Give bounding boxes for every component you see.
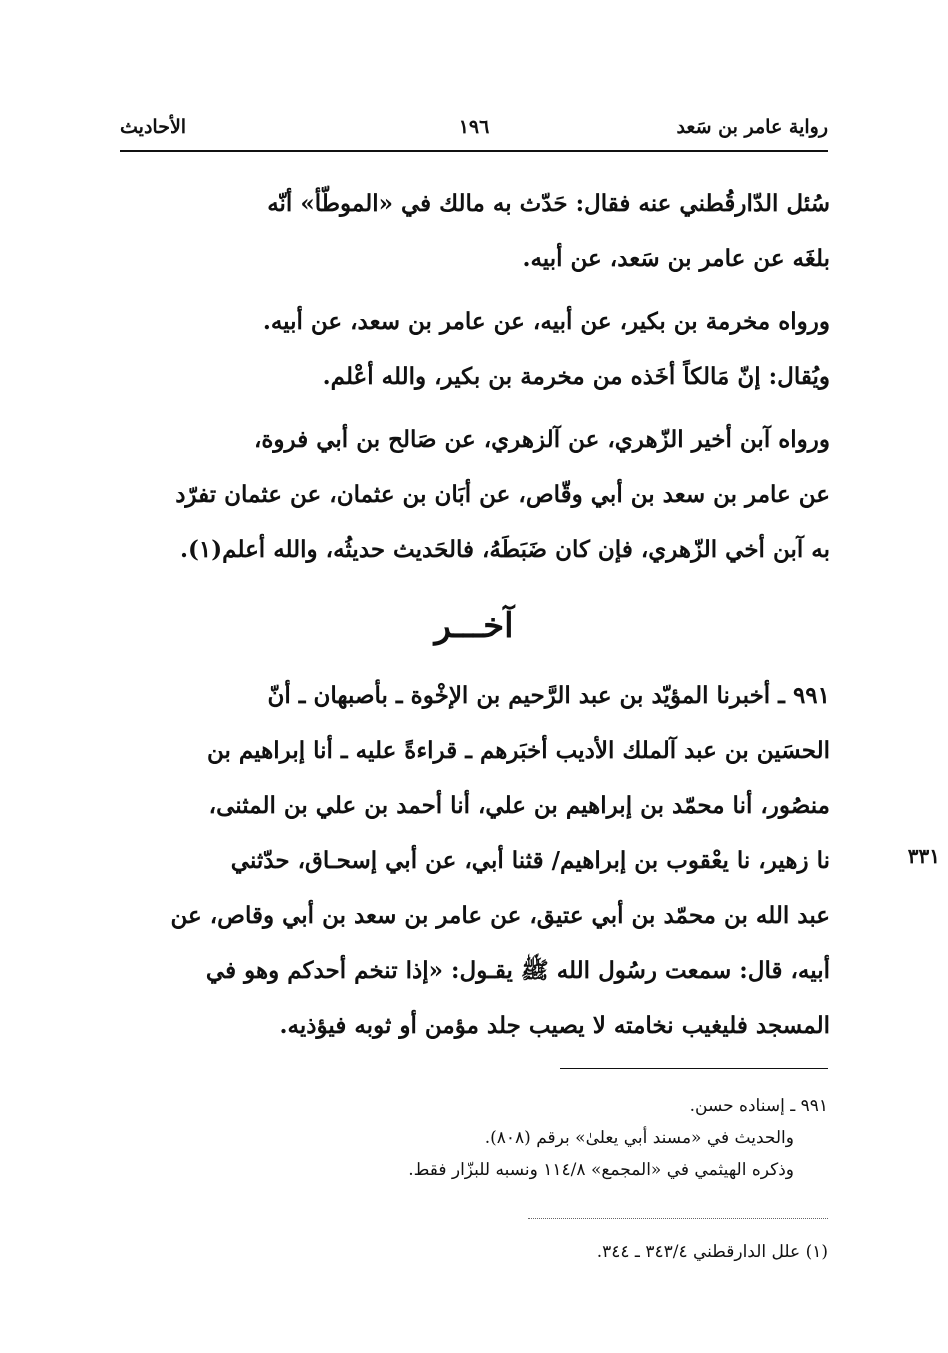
footnote-line <box>160 1090 828 1122</box>
footnote-text: ـ إسناده حسن. <box>689 1096 796 1116</box>
hadith-number: ٩٩١ <box>792 682 830 709</box>
manuscript-folio-marker: ٣٣١ <box>907 844 940 868</box>
page-number: ١٩٦ <box>458 116 490 138</box>
footnote-line: وذكره الهيثمي في «المجمع» ١١٤/٨ ونسبه للبزّار فقط. <box>408 1160 794 1180</box>
footnote-separator <box>560 1068 828 1069</box>
footnote-hadith-number: ٩٩١ <box>800 1096 828 1116</box>
text-line: بلغَه عن عامر بن سَعد، عن أبيه. <box>522 245 830 272</box>
paragraph-zuhri-nephew-narration <box>106 412 830 577</box>
text-line: المسجد فليغيب نخامته لا يصيب جلد مؤمن أو ثوبه فيؤذيه. <box>279 1012 830 1039</box>
header-book-title: الأحاديث <box>120 116 187 138</box>
numbered-footnotes <box>160 1236 828 1268</box>
running-header <box>120 114 828 152</box>
hadith-991 <box>106 668 830 1053</box>
text-line: عن عامر بن سعد بن أبي وقّاص، عن أبَان بن عثمان، عن عثمان تفرّد <box>175 481 830 508</box>
footnote-1: (١) علل الدارقطني ٣٤٣/٤ ـ ٣٤٤. <box>596 1242 828 1262</box>
text-line: نا زهير، نا يعْقوب بن إبراهيم/ قثنا أبي، عن أبي إسحـاق، حدّثني <box>230 847 830 874</box>
text-line <box>106 668 830 723</box>
text-line: ورواه مخرمة بن بكير، عن أبيه، عن عامر بن سعد، عن أبيه. <box>262 308 830 335</box>
paragraph-makhrama-narration <box>106 294 830 404</box>
text-line: سُئل الدّارقُطني عنه فقال: حَدّث به مالك في «الموطّأ» أنّه <box>267 190 830 217</box>
text-line: عبد الله بن محمّد بن أبي عتيق، عن عامر بن سعد بن أبي وقاص، عن <box>170 902 830 929</box>
text-line: به آبن أخي الزّهري، فإن كان ضَبَطَهُ، فالحَديث حديثُه، والله أعلم(١). <box>180 536 830 563</box>
text-line: الحسَين بن عبد آلملك الأديب أخبَرهم ـ قراءةً عليه ـ أنا إبراهيم بن <box>206 737 830 764</box>
text-line: ورواه آبن أخير الزّهري، عن آلزهري، عن صَالح بن أبي فروة، <box>253 426 830 453</box>
hadith-footnotes <box>160 1090 828 1186</box>
footnote-line: والحديث في «مسند أبي يعلىٰ» برقم (٨٠٨). <box>484 1128 794 1148</box>
paragraph-daraqutni-question <box>106 176 830 286</box>
text-line: أبيه، قال: سمعت رسُول الله ﷺ يقـول: «إذا تنخم أحدكم وهو في <box>205 957 830 984</box>
text-line: منصُور، أنا محمّد بن إبراهيم بن علي، أنا أحمد بن علي بن المثنى، <box>208 792 830 819</box>
section-heading: آخـــر <box>434 606 514 646</box>
footnote-dotted-separator <box>528 1218 828 1219</box>
header-section-title: رواية عامر بن سَعد <box>676 116 828 138</box>
hadith-text: ـ أخبرنا المؤيّد بن عبد الرَّحيم بن الإخْوة ـ بأصبهان ـ أنّ <box>267 682 785 709</box>
text-line: ويُقال: إنّ مَالكاً أخَذه من مخرمة بن بكير، والله أعْلم. <box>322 363 830 390</box>
